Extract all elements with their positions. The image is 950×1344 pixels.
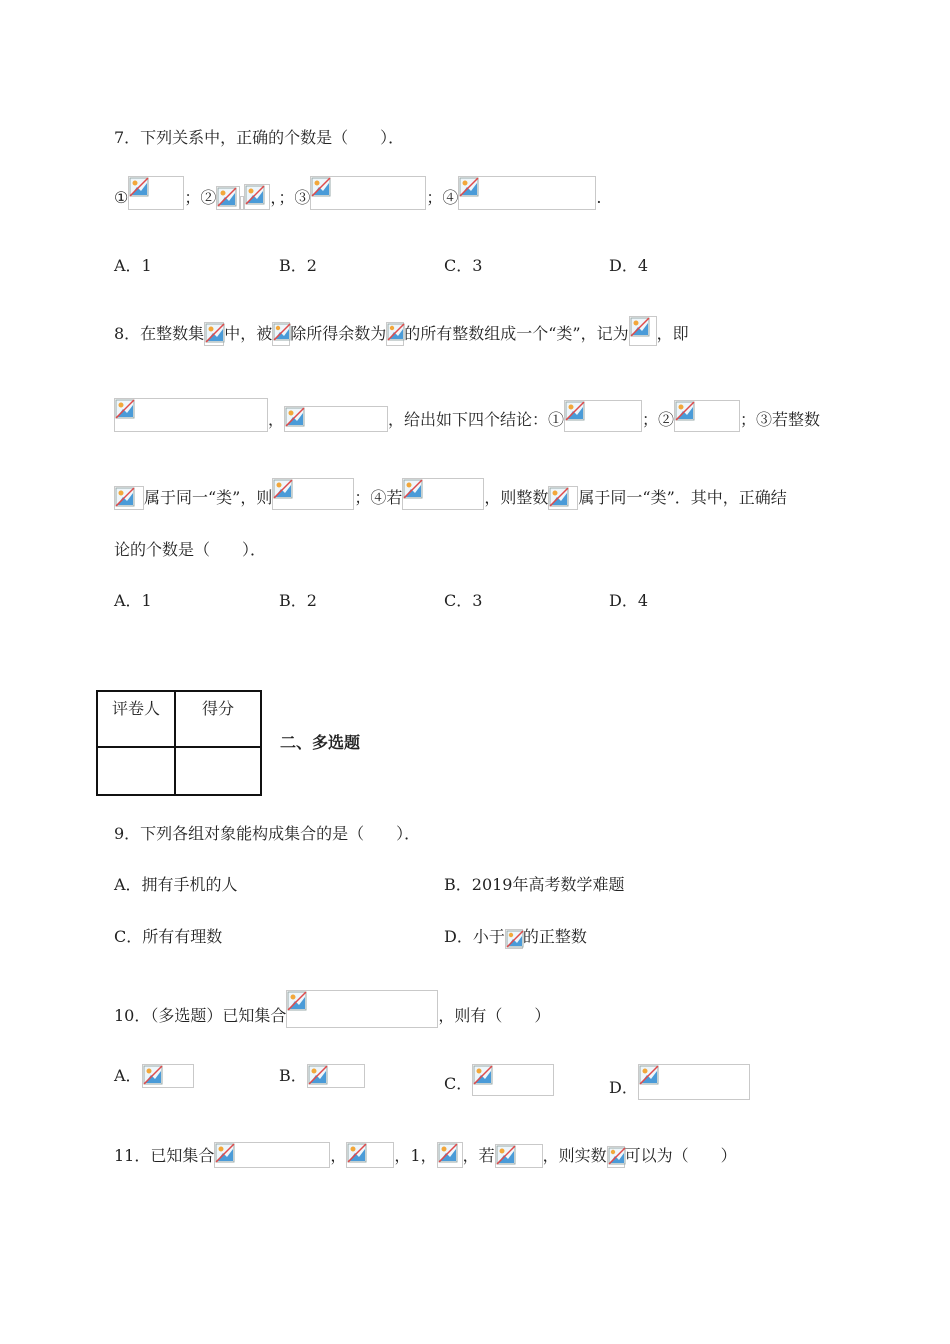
broken-image-icon — [115, 487, 135, 507]
broken-image-icon — [387, 323, 405, 341]
q10-option-b — [279, 1064, 365, 1088]
q8-option-d: D．4 — [609, 591, 649, 610]
q8-text: ，给出如下四个结论：① — [388, 410, 565, 429]
formula-image — [607, 1146, 625, 1168]
broken-image-icon — [273, 479, 293, 499]
formula-image — [505, 929, 523, 949]
formula-image — [495, 1144, 543, 1168]
broken-image-icon — [675, 401, 695, 421]
broken-image-icon — [308, 1065, 328, 1085]
table-divider — [98, 746, 260, 748]
broken-image-icon — [496, 1145, 516, 1165]
formula-image — [286, 990, 438, 1028]
formula-image — [564, 400, 642, 432]
formula-image — [629, 316, 657, 346]
broken-image-icon — [565, 401, 585, 421]
q8-text: ；④若 — [354, 488, 403, 507]
broken-image-icon — [217, 187, 237, 207]
q8-text: 8．在整数集 — [114, 324, 205, 343]
q8-text: ，则整数 — [484, 488, 549, 507]
q7-option-c: C．3 — [444, 256, 483, 275]
q8-option-b: B．2 — [279, 591, 317, 610]
q7-sep-2: ，；③ — [270, 188, 311, 207]
q11-text: 可以为（ ） — [624, 1146, 737, 1165]
broken-image-icon — [459, 177, 479, 197]
broken-image-icon — [287, 991, 307, 1011]
q7-option-d: D．4 — [609, 256, 649, 275]
q8-text: 中，被 — [224, 324, 273, 343]
broken-image-icon — [285, 407, 305, 427]
q9-text: D．小于 — [444, 927, 505, 946]
q8-text: 属于同一“类”．其中，正确结 — [578, 488, 787, 507]
q9-stem: 9．下列各组对象能构成集合的是（ ）． — [114, 824, 421, 843]
q8-option-a: A．1 — [114, 591, 152, 610]
broken-image-icon — [403, 479, 423, 499]
q7-end: . — [596, 188, 602, 207]
formula-image — [402, 478, 484, 510]
q9-text: 的正整数 — [522, 927, 587, 946]
q7-circle-1: ① — [114, 188, 129, 207]
q11-text: ， — [330, 1146, 347, 1165]
formula-image — [307, 1064, 365, 1088]
q10-option-c — [444, 1064, 554, 1096]
q7-stem: 7．下列关系中，正确的个数是（ ）． — [114, 128, 405, 147]
broken-image-icon — [143, 1065, 163, 1085]
formula-image — [437, 1142, 463, 1168]
q11-text: 11．已知集合 — [114, 1146, 215, 1165]
q9-option-c: C．所有有理数 — [114, 927, 223, 946]
formula-image — [142, 1064, 194, 1088]
broken-image-icon — [129, 177, 149, 197]
broken-image-icon — [639, 1065, 659, 1085]
broken-image-icon — [473, 1065, 493, 1085]
table-divider — [174, 692, 176, 794]
q8-line-1 — [114, 316, 689, 346]
q8-line-4: 论的个数是（ ）． — [114, 540, 267, 559]
formula-image — [216, 186, 240, 210]
formula-image — [244, 184, 270, 210]
option-label: C． — [444, 1074, 473, 1093]
q8-text: 属于同一“类”，则 — [144, 488, 273, 507]
q8-text: ， — [268, 410, 285, 429]
q7-sep-1: ；② — [184, 188, 217, 207]
q8-line-2 — [114, 398, 820, 432]
q7-statements — [114, 176, 601, 210]
reviewer-header: 评卷人 — [112, 699, 161, 718]
formula-image — [114, 398, 268, 432]
broken-image-icon — [115, 399, 135, 419]
q11-text: ，1， — [394, 1146, 437, 1165]
broken-image-icon — [549, 487, 569, 507]
q10-text: ，则有（ ） — [438, 1006, 551, 1025]
q11-text: ，若 — [462, 1146, 495, 1165]
formula-image — [114, 486, 144, 510]
formula-image — [386, 322, 404, 346]
q9-option-d — [444, 925, 587, 949]
formula-image — [638, 1064, 750, 1100]
score-header: 得分 — [202, 699, 235, 718]
formula-image — [472, 1064, 554, 1096]
formula-image — [214, 1142, 330, 1168]
q9-option-b: B．2019年高考数学难题 — [444, 875, 625, 894]
option-label: A． — [114, 1066, 142, 1085]
broken-image-icon — [506, 930, 524, 948]
broken-image-icon — [438, 1143, 458, 1163]
q11-text: ，则实数 — [542, 1146, 607, 1165]
q8-text: ，即 — [656, 324, 689, 343]
broken-image-icon — [205, 323, 225, 343]
broken-image-icon — [273, 323, 291, 341]
formula-image — [346, 1142, 394, 1168]
broken-image-icon — [245, 185, 265, 205]
q9-option-a: A．拥有手机的人 — [114, 875, 238, 894]
q7-option-a: A．1 — [114, 256, 152, 275]
broken-image-icon — [311, 177, 331, 197]
q7-option-b: B．2 — [279, 256, 317, 275]
q10-stem — [114, 990, 550, 1028]
q11-stem — [114, 1142, 737, 1168]
q10-text: 10．（多选题）已知集合 — [114, 1006, 287, 1025]
formula-image — [272, 478, 354, 510]
formula-image — [548, 486, 578, 510]
q8-text: 除所得余数为 — [290, 324, 387, 343]
formula-image — [310, 176, 426, 210]
q8-text: ；② — [642, 410, 675, 429]
broken-image-icon — [215, 1143, 235, 1163]
q8-option-c: C．3 — [444, 591, 483, 610]
formula-image — [284, 406, 388, 432]
formula-image — [272, 322, 290, 346]
broken-image-icon — [347, 1143, 367, 1163]
q7-sep-3: ；④ — [426, 188, 459, 207]
broken-image-icon — [630, 317, 650, 337]
q8-text: ；③若整数 — [740, 410, 821, 429]
q10-option-a — [114, 1064, 194, 1088]
score-table — [96, 690, 262, 796]
q8-line-3 — [114, 478, 787, 510]
formula-image — [128, 176, 184, 210]
formula-image — [204, 322, 224, 346]
q8-text: 的所有整数组成一个“类”，记为 — [404, 324, 629, 343]
option-label: B． — [279, 1066, 307, 1085]
formula-image — [458, 176, 596, 210]
formula-image — [674, 400, 740, 432]
broken-image-icon — [608, 1147, 626, 1165]
option-label: D． — [609, 1078, 638, 1097]
q10-option-d — [609, 1064, 750, 1100]
section-title: 二、多选题 — [280, 733, 361, 752]
